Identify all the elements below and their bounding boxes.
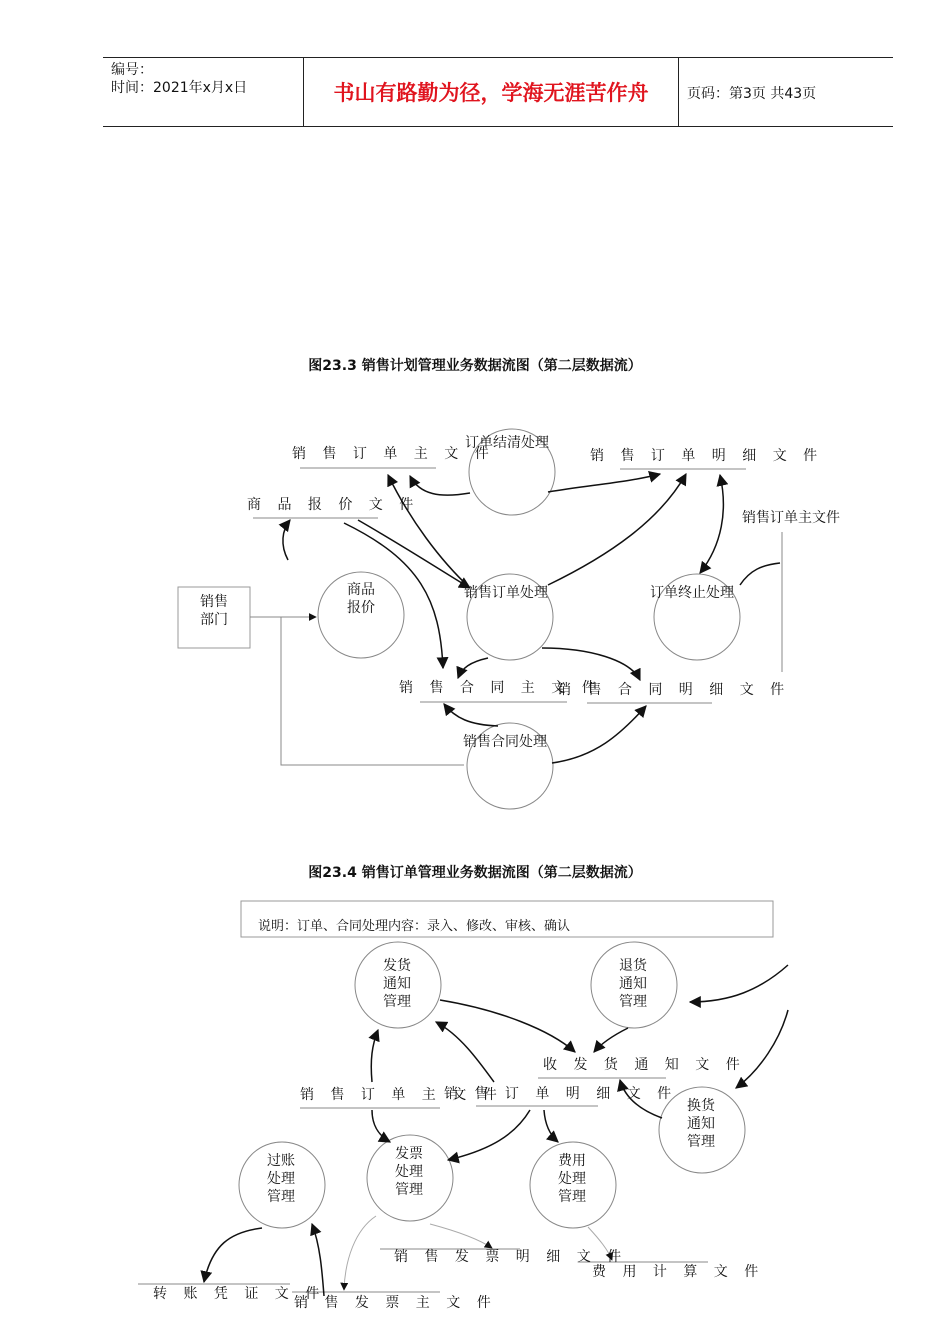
store-transfer-voucher: 转 账 凭 证 文 件 <box>153 1286 326 1302</box>
flow-arrow <box>344 1216 376 1290</box>
flow-arrow <box>700 475 723 573</box>
flow-arrow <box>372 1110 390 1142</box>
order-terminate-label: 订单终止处理 <box>650 585 734 601</box>
store-order-master-1: 销 售 订 单 主 文 件 <box>292 446 495 462</box>
flow-arrow <box>440 1000 575 1052</box>
store-invoice-detail: 销 售 发 票 明 细 文 件 <box>394 1249 628 1265</box>
flow-arrow <box>690 965 788 1002</box>
flow-arrow <box>204 1228 262 1282</box>
flow-arrow <box>283 520 290 560</box>
flow-arrow <box>371 1030 378 1082</box>
figure-23-3 <box>178 429 782 809</box>
store-order-master-2: 销 售 订 单 主 文 件 <box>300 1087 503 1103</box>
sales-dept-label: 销售 部门 <box>200 594 228 628</box>
flow-arrow <box>544 1110 558 1142</box>
flow-arrow <box>448 1110 530 1160</box>
flow-arrow <box>430 1224 492 1248</box>
store-contract-master: 销 售 合 同 主 文 件 <box>399 680 602 696</box>
number-label: 编号： <box>111 62 153 78</box>
store-contract-detail: 销 售 合 同 明 细 文 件 <box>557 682 791 698</box>
note-text: 说明：订单、合同处理内容：录入、修改、审核、确认 <box>258 919 571 934</box>
flow-arrow <box>436 1022 494 1082</box>
flow-arrow <box>358 520 470 588</box>
store-order-detail-2: 销 售 订 单 明 细 文 件 <box>444 1086 678 1102</box>
store-invoice-master: 销 售 发 票 主 文 件 <box>294 1295 497 1311</box>
store-quote: 商 品 报 价 文 件 <box>247 497 420 513</box>
expense-label: 费用 处理 管理 <box>558 1153 586 1205</box>
order-process-label: 销售订单处理 <box>464 585 548 601</box>
flow-arrow <box>552 706 646 763</box>
flow-arrow <box>542 648 640 680</box>
order-settle-label: 订单结清处理 <box>465 435 549 451</box>
flow-arrow <box>444 704 498 726</box>
exchange-notice-label: 换货 通知 管理 <box>687 1098 715 1150</box>
page-info: 页码：第3页 共43页 <box>687 86 817 102</box>
store-expense-calc: 费 用 计 算 文 件 <box>592 1264 765 1280</box>
quote-process-label: 商品 报价 <box>347 582 375 616</box>
motto: 书山有路勤为径，学海无涯苦作舟 <box>303 58 679 126</box>
flow-arrow <box>548 474 660 492</box>
flow-arrow <box>548 474 686 585</box>
flow-arrow <box>458 658 488 678</box>
flow-line <box>740 563 780 585</box>
flow-arrow <box>594 1028 628 1052</box>
flow-arrow <box>736 1010 788 1088</box>
flow-arrow <box>410 476 470 495</box>
time-label: 时间：2021年x月x日 <box>111 80 248 96</box>
return-notice-label: 退货 通知 管理 <box>619 958 647 1010</box>
ship-notice-label: 发货 通知 管理 <box>383 958 411 1010</box>
store-ship-notice: 收 发 货 通 知 文 件 <box>543 1057 746 1073</box>
figure-23-3-arrows <box>283 474 780 763</box>
figure-caption-23-3: 图23.3 销售计划管理业务数据流图（第二层数据流） <box>308 358 642 374</box>
invoice-label: 发票 处理 管理 <box>395 1146 423 1198</box>
store-order-detail-1: 销 售 订 单 明 细 文 件 <box>590 448 824 464</box>
posting-label: 过账 处理 管理 <box>267 1153 295 1205</box>
figure-caption-23-4: 图23.4 销售订单管理业务数据流图（第二层数据流） <box>308 865 642 881</box>
contract-process-label: 销售合同处理 <box>463 734 547 750</box>
store-order-master-side: 销售订单主文件 <box>742 510 840 526</box>
